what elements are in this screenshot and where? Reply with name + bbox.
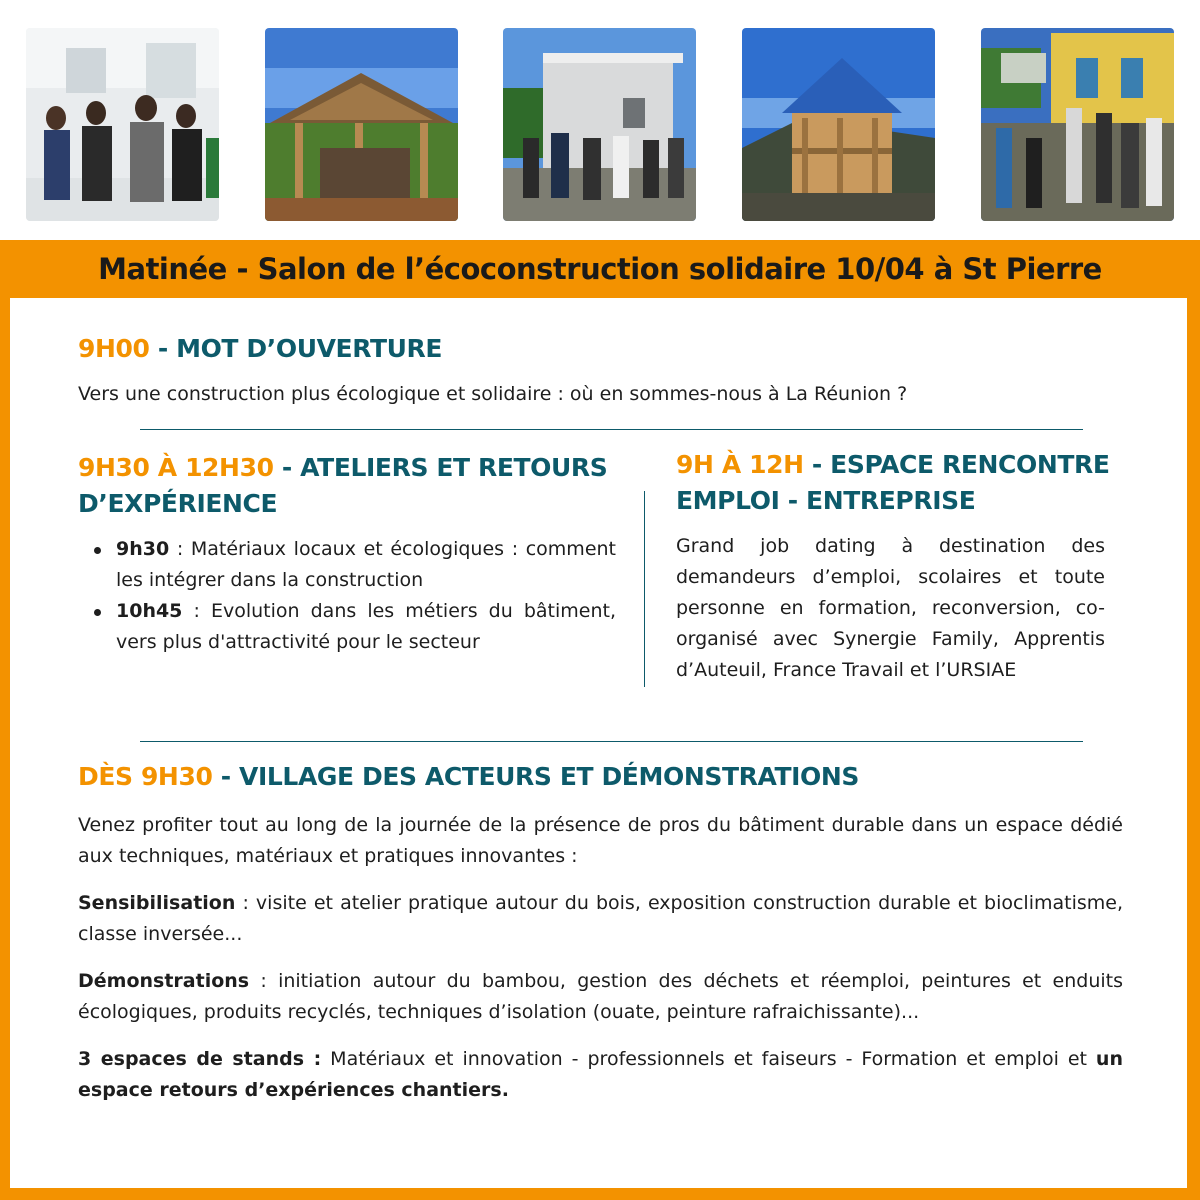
section-opening-time: 9H00: [78, 334, 150, 363]
section-opening-title: - MOT D’OUVERTURE: [149, 334, 443, 363]
section-jobs-heading: [676, 447, 1156, 519]
section-village-stands: [78, 1044, 1123, 1106]
demonstrations-text: : initiation autour du bambou, gestion des déchets et réemploi, peintures et enduits écologiques, produits recyclés, techniques d’isolation (ouate, peinture rafraichissante)...: [78, 970, 1123, 1023]
section-workshops-title-line2: D’EXPÉRIENCE: [78, 489, 278, 518]
stands-bold-text: un espace retours d’expériences chantiers.: [78, 1048, 1123, 1101]
list-item-time: 9h30: [116, 538, 170, 560]
section-workshops-title-line1: - ATELIERS ET RETOURS: [273, 453, 608, 482]
program-content: [10, 298, 1187, 1188]
list-item-time: 10h45: [116, 600, 183, 622]
photo-group-indoor-workshop: [26, 28, 219, 221]
section-village-demonstrations: [78, 966, 1123, 1028]
photo-house-visit: [503, 28, 696, 221]
list-item: [78, 534, 616, 596]
photo-bamboo-pavilion: [265, 28, 458, 221]
section-opening-text: Vers une construction plus écologique et solidaire : où en sommes-nous à La Réunion ?: [78, 383, 908, 405]
section-village-body: [78, 810, 1123, 1122]
page-title: Matinée - Salon de l’écoconstruction solidaire 10/04 à St Pierre: [98, 252, 1102, 286]
divider: [140, 741, 1083, 742]
section-village-time: DÈS 9H30: [78, 762, 213, 791]
stands-label: 3 espaces de stands :: [78, 1048, 322, 1070]
demonstrations-label: Démonstrations: [78, 970, 250, 992]
section-village-intro: Venez profiter tout au long de la journée de la présence de pros du bâtiment durable dans un espace dédié aux techniques, matériaux et pratiques innovantes :: [78, 814, 1123, 867]
section-jobs-time: 9H À 12H: [676, 450, 804, 479]
section-workshops-time: 9H30 À 12H30: [78, 453, 274, 482]
section-workshops-heading: [78, 450, 638, 522]
stands-text: Matériaux et innovation - professionnels et faiseurs - Formation et emploi et: [321, 1048, 1096, 1070]
section-jobs-text: Grand job dating à destination des demandeurs d’emploi, scolaires et toute personne en formation, reconversion, co-organisé avec Synergie Family, Apprentis d’Auteuil, France Travail et l’URSIAE: [676, 535, 1105, 681]
section-opening-heading: [78, 331, 1078, 367]
list-item: [78, 596, 616, 658]
title-banner: [0, 240, 1200, 298]
divider: [140, 429, 1083, 430]
section-jobs-title-line1: - ESPACE RENCONTRE: [803, 450, 1110, 479]
section-jobs-title-line2: EMPLOI - ENTREPRISE: [676, 486, 976, 515]
column-divider: [644, 491, 645, 687]
sensibilisation-label: Sensibilisation: [78, 892, 236, 914]
sensibilisation-text: : visite et atelier pratique autour du bois, exposition construction durable et bioclimatisme, classe inversée...: [78, 892, 1123, 945]
list-item-text: : Evolution dans les métiers du bâtiment, vers plus d'attractivité pour le secteur: [116, 600, 616, 653]
section-village-title: - VILLAGE DES ACTEURS ET DÉMONSTRATIONS: [212, 762, 859, 791]
photo-wooden-house-frame: [742, 28, 935, 221]
photo-site-visit: [981, 28, 1174, 221]
photo-strip: [0, 0, 1200, 240]
section-village-heading: [78, 759, 1138, 795]
list-item-text: : Matériaux locaux et écologiques : comment les intégrer dans la construction: [116, 538, 616, 591]
section-workshops-list: [78, 534, 616, 658]
section-village-sensibilisation: [78, 888, 1123, 950]
